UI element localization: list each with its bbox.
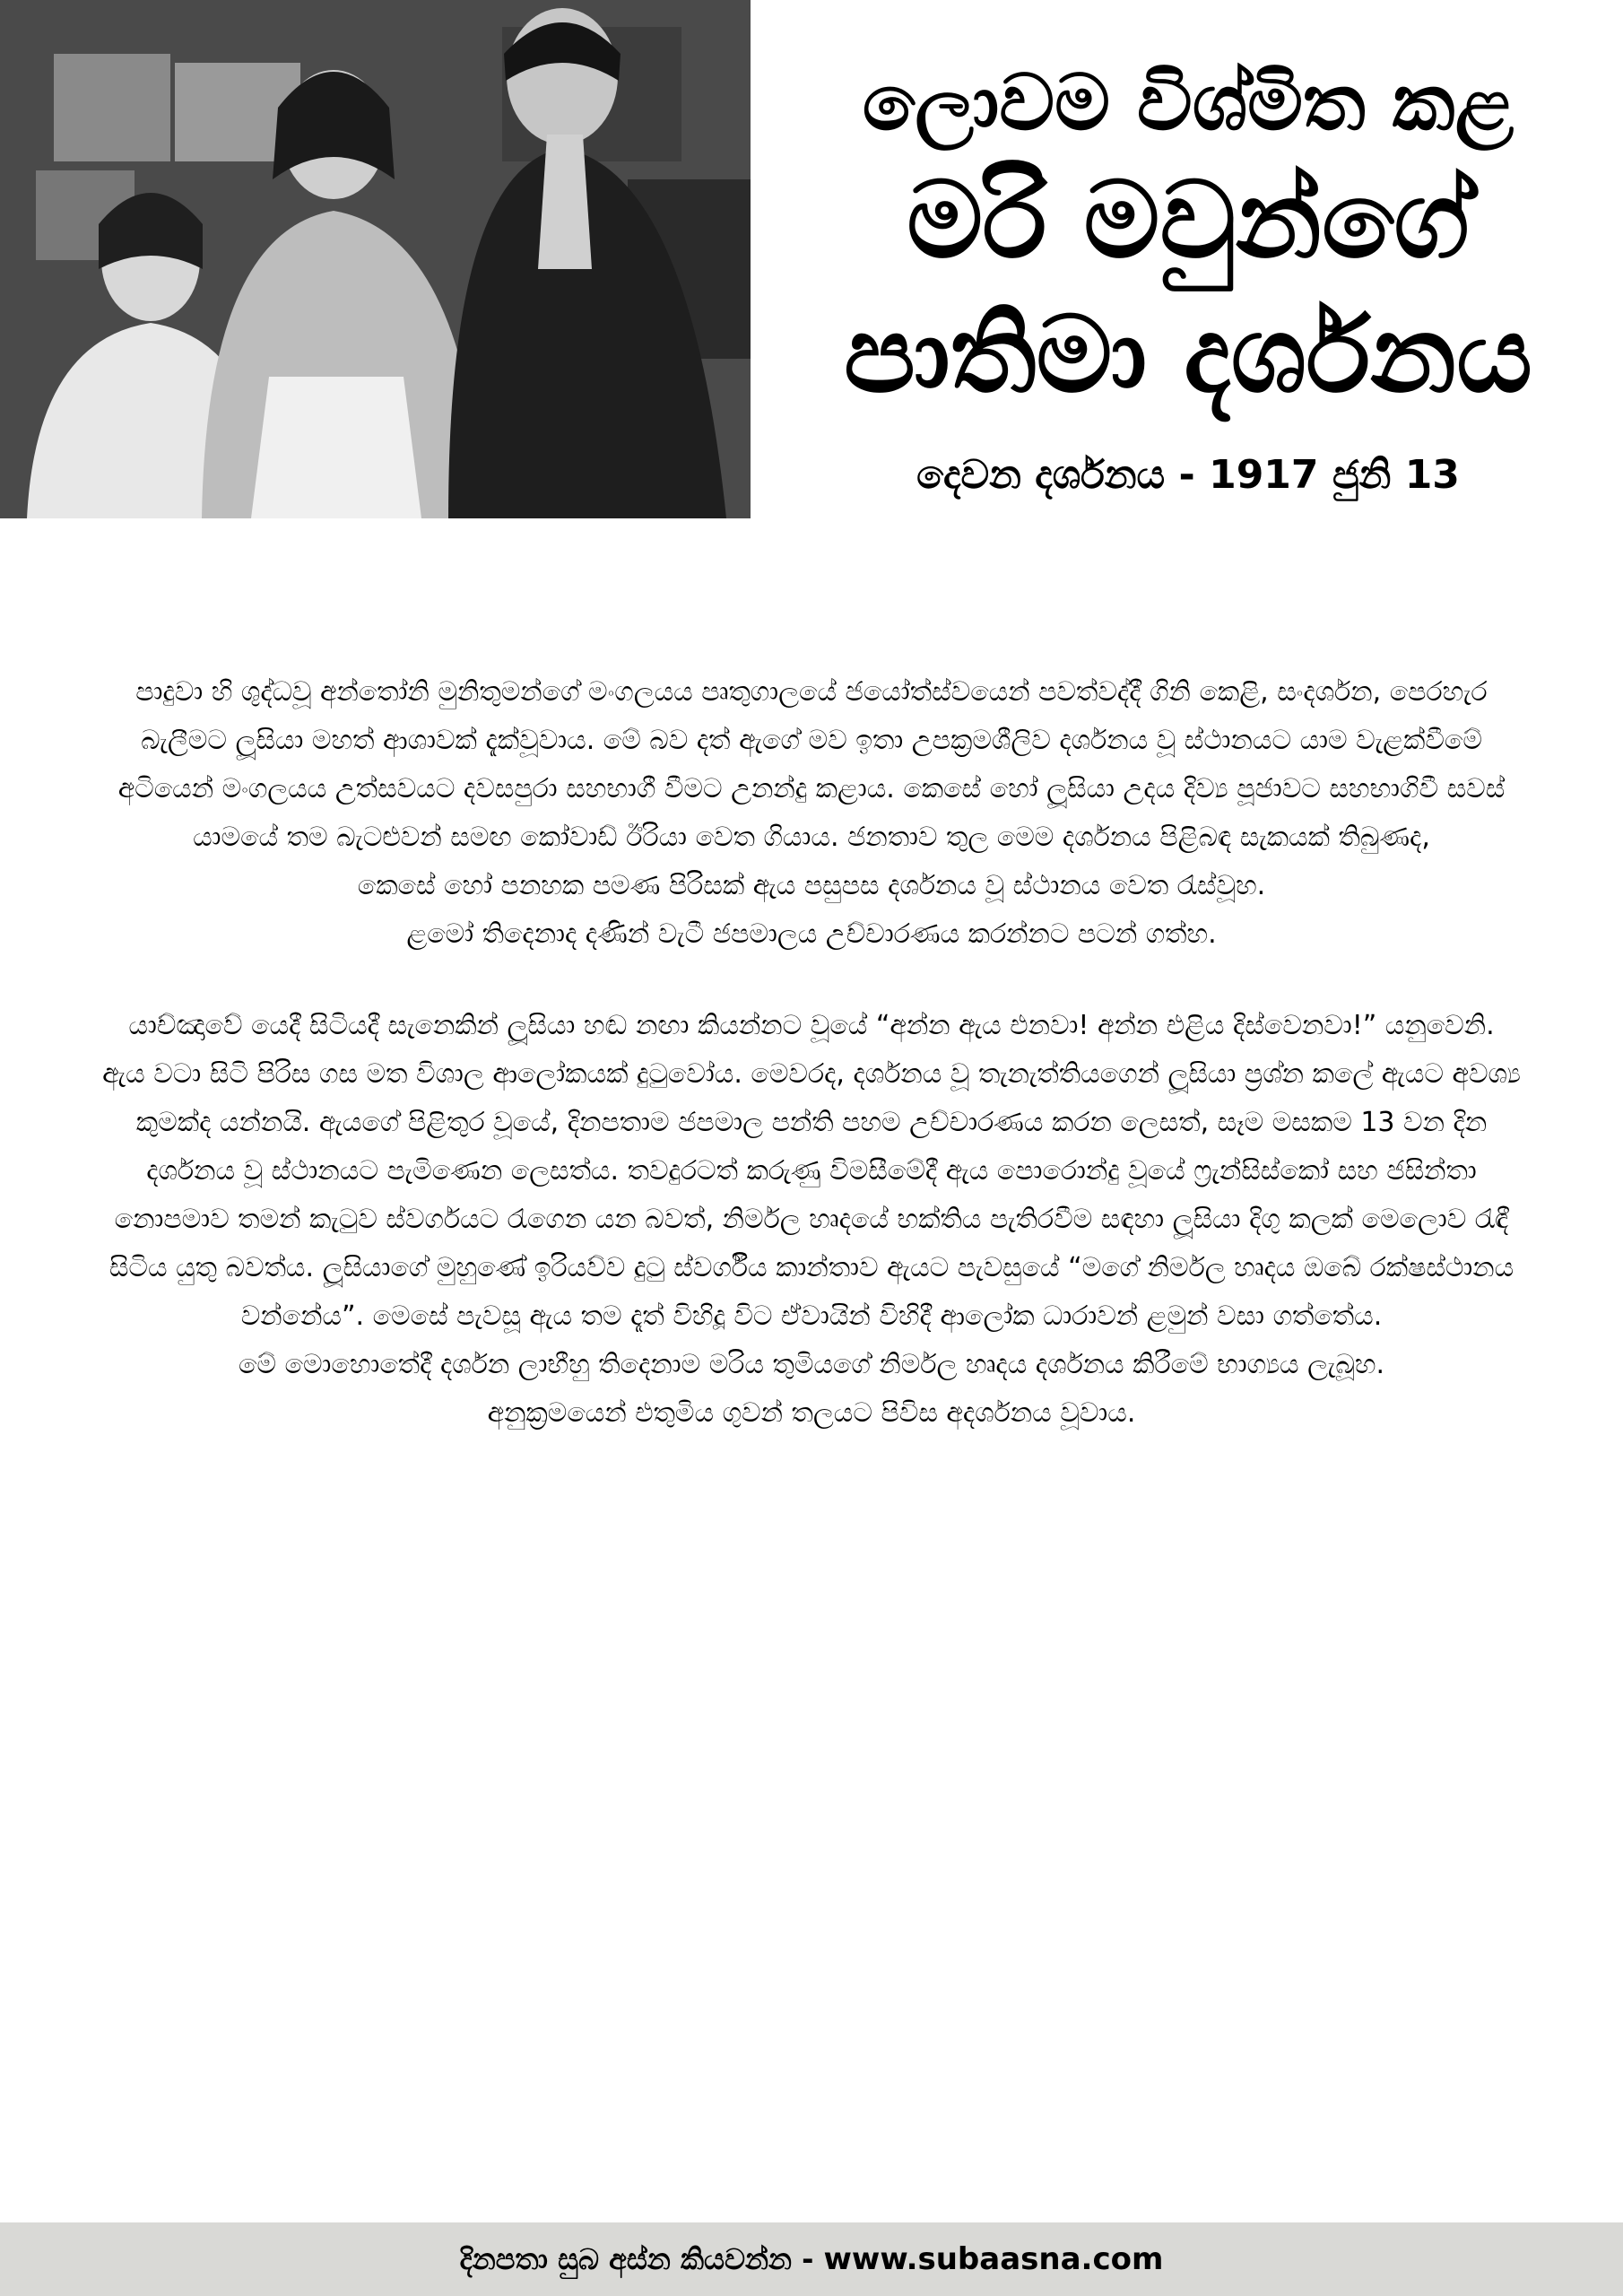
children-photo-illustration [0,0,751,518]
footer-band [0,2222,1623,2296]
paragraph-line: අටියෙන් මංගලයය උත්සවයට දවසපුරා සහභාගී වීමට උනන්දු කළාය. කෙසේ හෝ ලූසියා උදය දිව්‍ය පූජාවට සහභාගිවී සවස් [117,773,1506,804]
paragraph-line: කෙසේ හෝ පනහක පමණ පිරිසක් ඇය පසුපස දර්ශනය වූ ස්ථානය වෙත රැස්වූහ. [357,870,1266,901]
paragraph-line: පාදුවා හි ශුද්ධවූ අන්තෝනි මුනිතුමන්ගේ මංගලයය පෘතුගාලයේ ජයෝත්ස්වයෙන් පවත්වද්දී ගිනි කෙළි, සංදර්ශන, පෙරහැර [135,676,1488,708]
paragraph-1 [54,668,1569,959]
footer-text: දිනපතා සුබ අස්න කියවන්න - [459,2242,824,2276]
paragraph-2 [54,1002,1569,1438]
paragraph-line: මේ මොහොතේදී දර්ශන ලාභීහු තිදෙනාම මරිය තුමියගේ නිර්මල හෘදය දර්ශනය කිරීමේ භාග්‍යය ලැබූහ. [239,1349,1384,1380]
paragraph-line: කුමක්ද යන්නයි. ඇයගේ පිළිතුර වූයේ, දිනපතාම ජපමාල පන්ති පහම උච්චාරණය කරන ලෙසත්, සෑම මසකම 13 වන දින [135,1107,1488,1138]
paragraph-line: යාමයේ තම බැටළුවන් සමඟ කෝවාඩ් ඊරියා වෙත ගියාය. ජනතාව තුල මෙම දර්ශනය පිළිබඳ සැකයක් තිබුණද, [193,822,1430,853]
title-line-2: මරි මවුන්ගේ [907,158,1470,282]
paragraph-line: බැලීමට ලූසියා මහත් ආශාවක් දැක්වූවාය. මේ බව දත් ඇගේ මව ඉතා උපක්‍රමශීලිව දර්ශනය වූ ස්ථානයට යාම වැළක්වීමේ [141,725,1482,756]
footer-website-link[interactable]: www.subaasna.com [823,2241,1164,2277]
paragraph-line: දර්ශනය වූ ස්ථානයට පැමිණෙන ලෙසත්ය. තවදුරටත් කරුණු විමසීමේදී ඇය පොරොන්දු වූයේ ෆ්‍රැන්සිස්කෝ සහ ජසින්තා [146,1155,1477,1187]
children-photo [0,0,751,518]
article-body [54,668,1569,1481]
paragraph-line: වන්නේය”. මෙසේ පැවසූ ඇය තම දෑත් විහිදූ විට ඒවායින් විහිදී ආලෝක ධාරාවන් ළමුන් වසා ගත්තේය. [240,1300,1383,1332]
subtitle: දෙවන දර්ශනය - 1917 ජුනි 13 [916,452,1460,498]
title-line-1: ලොවම විශ්මිත කළ [862,58,1515,148]
paragraph-line: ඇය වටා සිටි පිරිස ගස මත විශාල ආලෝකයක් දුටුවෝය. මෙවරද, දර්ශනය වූ තැනැත්තියගෙන් ලූසියා ප්‍රශ්න කලේ ඇයට අවශ්‍ය [102,1058,1521,1090]
paragraph-line: නොපමාව තමන් කැටුව ස්වර්ගයට රැගෙන යන බවත්, නිර්මල හෘදයේ භක්තිය පැතිරවීම සඳහා ලූසියා දිගු කලක් මෙලොව රැඳී [114,1204,1509,1235]
title-line-3: පාතිමා දර්ශනය [844,292,1532,416]
paragraph-line: සිටිය යුතු බවත්ය. ලූසියාගේ මුහුණේ ඉරියව්ව දුටු ස්වර්ගීය කාන්තාව ඇයට පැවසුයේ “මගේ නිර්මල හෘදය ඔබේ රක්ෂස්ථානය [108,1252,1515,1283]
title-block [771,54,1605,502]
paragraph-line: යාච්ඤාවේ යෙදී සිටියදී සැනෙකින් ලූසියා හඬ නඟා කියන්නට වූයේ “අන්න ඇය එනවා! අන්න එළිය දිස්වෙනවා!” යනුවෙනි. [128,1010,1495,1041]
paragraph-line: ළමෝ තිදෙනාද දණින් වැටී ජපමාලය උච්චාරණය කරන්නට පටන් ගත්හ. [406,918,1217,950]
paragraph-line: අනුක්‍රමයෙන් එතුමිය ගුවන් තලයට පිවිස අදර්ශනය වූවාය. [487,1397,1136,1429]
